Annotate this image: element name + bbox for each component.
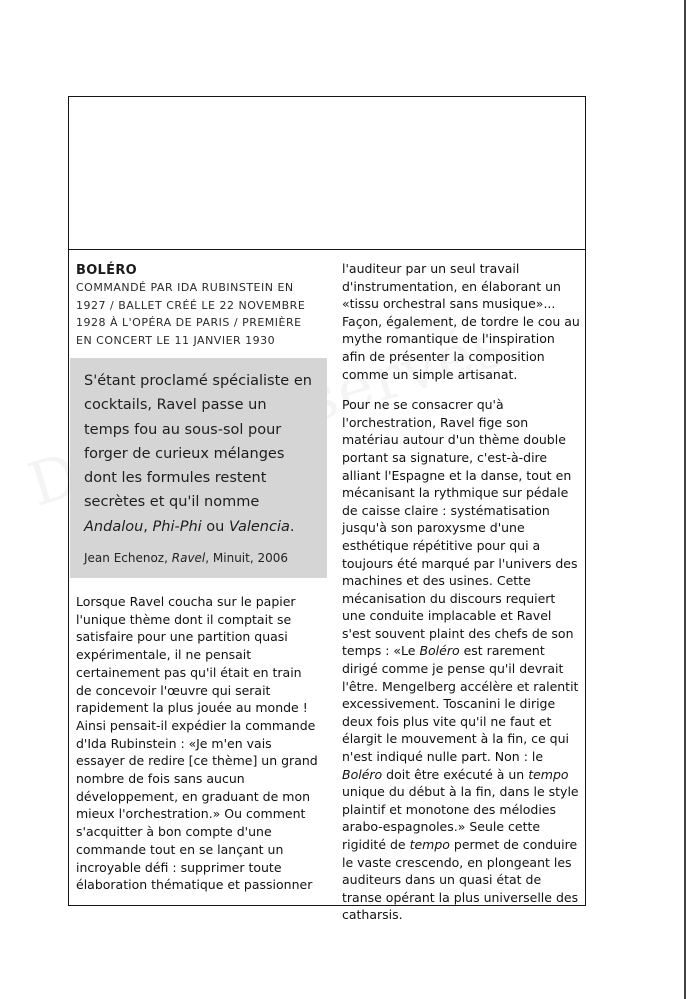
quote-box [70, 358, 327, 578]
article-credits: COMMANDÉ PAR IDA RUBINSTEIN EN 1927 / BALLET CRÉÉ LE 22 NOVEMBRE 1928 À L'OPÉRA DE PARIS / PREMIÈRE EN CONCERT LE 11 JANVIER 1930 [76, 281, 306, 347]
article-title: BOLÉRO [76, 263, 137, 278]
quote-text: S'étant proclamé spécialiste en cocktails, Ravel passe un temps fou au sous-sol pour forger de curieux mélanges dont les formules restent secrètes et qu'il nomme Andalou, Phi-Phi ou Valencia. [84, 373, 312, 535]
quote-source: Jean Echenoz, Ravel, Minuit, 2006 [84, 551, 288, 565]
image-placeholder [69, 97, 585, 250]
right-column [342, 260, 582, 924]
left-column [76, 262, 318, 894]
article-frame [68, 96, 586, 923]
body-paragraph-right-1: l'auditeur par un seul travail d'instrumentation, en élaborant un «tissu orchestral sans musique»... Façon, également, de tordre le cou au mythe romantique de l'inspiration afin de présenter la composition comme un simple artisanat. [342, 261, 580, 382]
body-paragraph-left: Lorsque Ravel coucha sur le papier l'unique thème dont il comptait se satisfaire pour une partition quasi expérimentale, il ne pensait certainement pas qu'il était en train de concevoir l'œuvre qui serait rapidement la plus jouée au monde ! Ainsi pensait-il expédier la commande d'Ida Rubinstein : «Je m'en vais essayer de redire [ce thème] un grand nombre de fois sans aucun développement, en graduant de mon mieux l'orchestration.» Ou comment s'acquitter à bon compte d'une commande tout en se lançant un incroyable défi : supprimer toute élaboration thématique et passionner [76, 594, 318, 893]
body-paragraph-right-2: Pour ne se consacrer qu'à l'orchestration, Ravel fige son matériau autour d'un thème double portant sa signature, c'est-à-dire alliant l'Espagne et la danse, tout en mécanisant la rythmique sur pédale de caisse claire : systématisation jusqu'à son paroxysme d'une esthétique répétitive pour qui a toujours été marqué par l'univers des machines et des usines. Cette mécanisation du discours requiert une conduite implacable et Ravel s'est souvent plaint des chefs de son temps : «Le Boléro est rarement dirigé comme je pense qu'il devrait l'être. Mengelberg accélère et ralentit excessivement. Toscanini le dirige deux fois plus vite qu'il ne faut et élargit le mouvement à la fin, ce qui n'est indiqué nulle part. Non : le Boléro doit être exécuté à un tempo unique du début à la fin, dans le style plaintif et monotone des mélodies arabo-espagnoles.» Seule cette rigidité de tempo permet de conduire le vaste crescendo, en plongeant les auditeurs dans un quasi état de transe opérant la plus universelle des catharsis. [342, 397, 579, 923]
